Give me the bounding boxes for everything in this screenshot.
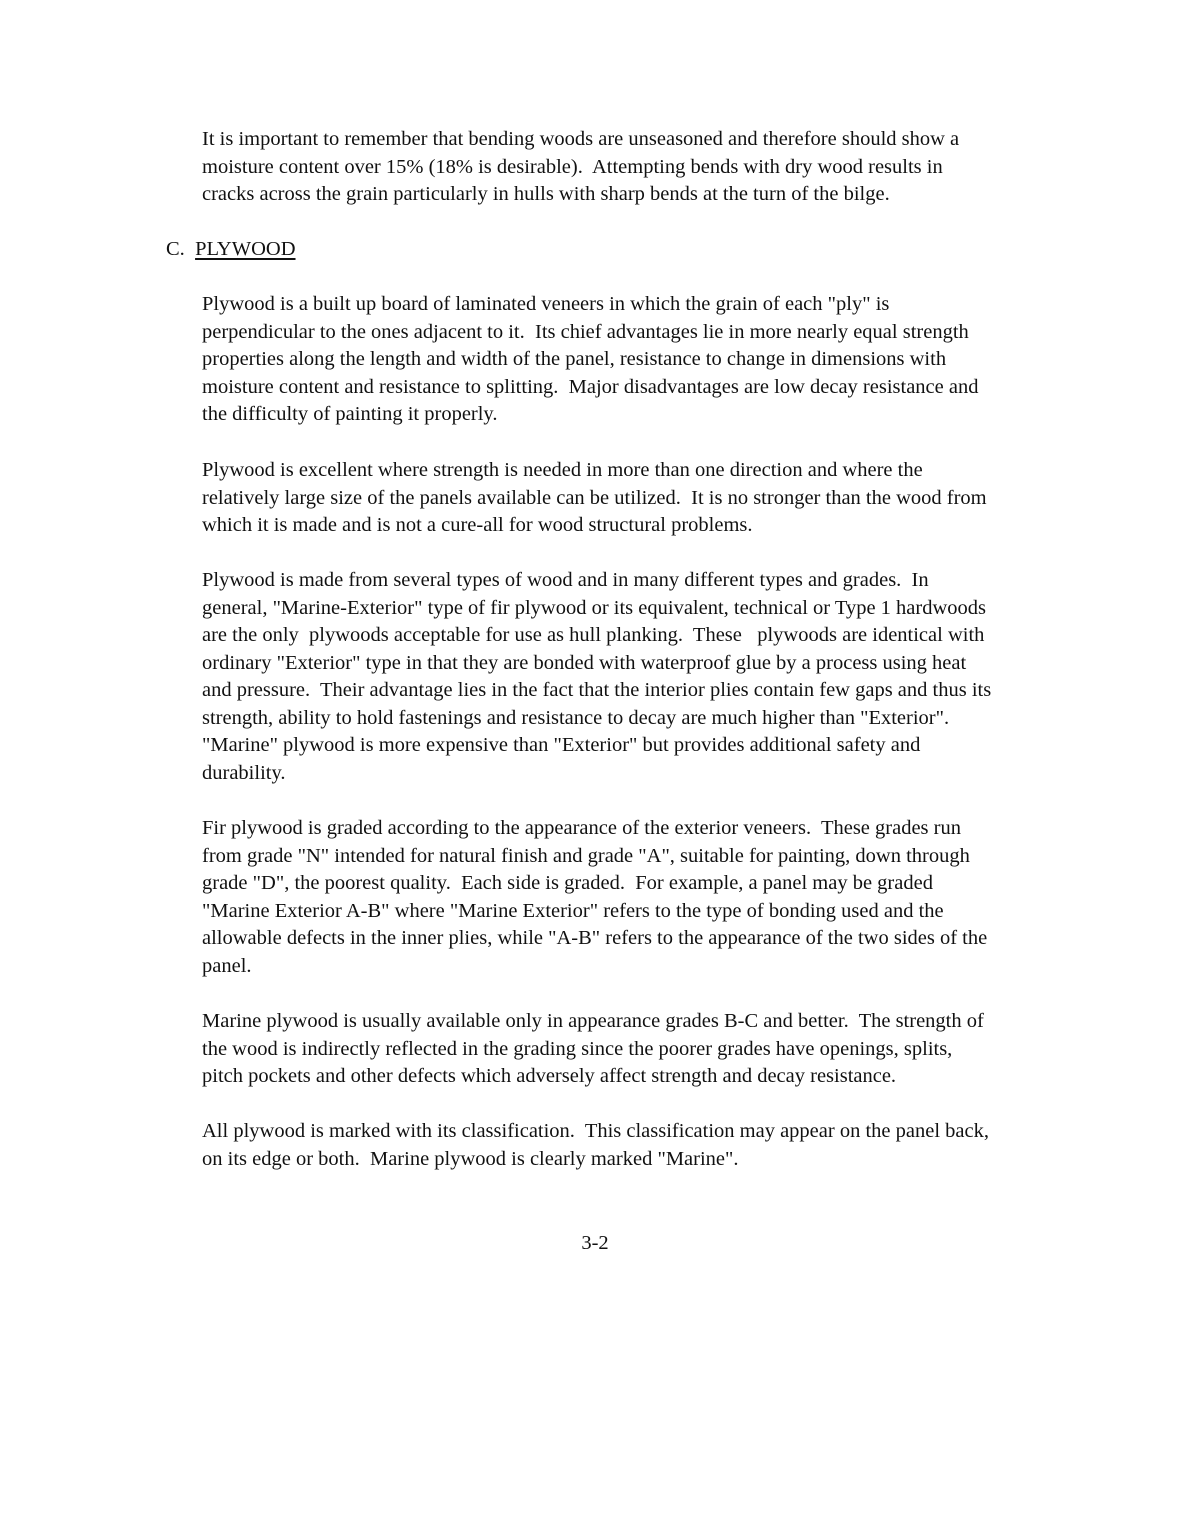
section-heading: [166, 236, 296, 264]
text-line: perpendicular to the ones adjacent to it. Its chief advantages lie in more nearly equal strength: [202, 320, 969, 343]
intro-paragraph: [202, 126, 1032, 209]
paragraph-fir-grading: [202, 815, 1032, 980]
text-line: All plywood is marked with its classification. This classification may appear on the panel back,: [202, 1120, 989, 1142]
paragraph-plywood-definition: [202, 291, 1032, 429]
text-line: It is important to remember that bending woods are unseasoned and therefore should show a: [202, 128, 960, 150]
section-title: PLYWOOD: [195, 238, 296, 260]
text-line: Fir plywood is graded according to the appearance of the exterior veneers. These grades run: [202, 817, 961, 839]
text-line: pitch pockets and other defects which adversely affect strength and decay resistance.: [202, 1065, 897, 1087]
paragraph-plywood-types: [202, 567, 1032, 787]
text-line: cracks across the grain particularly in hulls with sharp bends at the turn of the bilge.: [202, 183, 890, 205]
text-line: panel.: [202, 954, 252, 977]
text-line: moisture content and resistance to splitting. Major disadvantages are low decay resistance and: [202, 375, 979, 398]
text-line: on its edge or both. Marine plywood is clearly marked "Marine".: [202, 1147, 739, 1170]
text-line: ordinary "Exterior" type in that they are bonded with waterproof glue by a process using heat: [202, 651, 967, 674]
text-line: the wood is indirectly reflected in the grading since the poorer grades have openings, splits,: [202, 1037, 953, 1060]
text-line: allowable defects in the inner plies, while "A-B" refers to the appearance of the two sides of the: [202, 927, 988, 949]
text-line: moisture content over 15% (18% is desirable). Attempting bends with dry wood results in: [202, 155, 943, 178]
text-line: properties along the length and width of the panel, resistance to change in dimensions with: [202, 348, 947, 370]
paragraph-marking: [202, 1118, 1032, 1173]
text-line: which it is made and is not a cure-all for wood structural problems.: [202, 514, 753, 536]
text-line: "Marine Exterior A-B" where "Marine Exterior" refers to the type of bonding used and the: [202, 899, 944, 922]
text-line: relatively large size of the panels available can be utilized. It is no stronger than the wood from: [202, 486, 987, 509]
text-line: general, "Marine-Exterior" type of fir plywood or its equivalent, technical or Type 1 hardwoods: [202, 596, 987, 619]
text-line: are the only plywoods acceptable for use as hull planking. These plywoods are identical with: [202, 624, 985, 646]
text-line: from grade "N" intended for natural finish and grade "A", suitable for painting, down through: [202, 844, 970, 867]
text-line: Plywood is excellent where strength is needed in more than one direction and where the: [202, 459, 923, 481]
text-line: Marine plywood is usually available only in appearance grades B-C and better. The strength of: [202, 1010, 984, 1032]
paragraph-plywood-strength: [202, 457, 1032, 540]
section-letter: C.: [166, 238, 185, 260]
text-line: Plywood is a built up board of laminated veneers in which the grain of each "ply" is: [202, 293, 890, 315]
text-line: strength, ability to hold fastenings and resistance to decay are much higher than "Exterior".: [202, 706, 950, 729]
text-line: grade "D", the poorest quality. Each side is graded. For example, a panel may be graded: [202, 872, 933, 894]
text-line: durability.: [202, 761, 286, 784]
text-line: and pressure. Their advantage lies in the fact that the interior plies contain few gaps and thus its: [202, 679, 992, 701]
paragraph-marine-grades: [202, 1008, 1032, 1091]
page-number: 3-2: [581, 1232, 609, 1254]
text-line: "Marine" plywood is more expensive than "Exterior" but provides additional safety and: [202, 734, 921, 756]
text-line: Plywood is made from several types of wood and in many different types and grades. In: [202, 569, 929, 591]
text-line: the difficulty of painting it properly.: [202, 403, 498, 425]
